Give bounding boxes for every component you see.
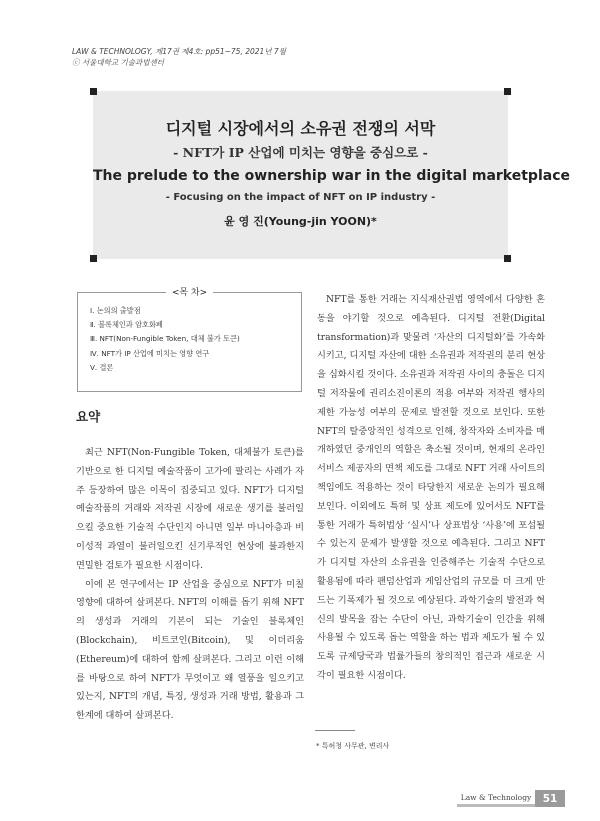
toc-item: Ⅲ. NFT(Non-Fungible Token, 대체 불가 토큰) — [90, 334, 240, 344]
korean-title: 디지털 시장에서의 소유권 전쟁의 서막 — [165, 119, 436, 138]
footer-journal-label: Law & Technology — [457, 790, 535, 807]
abstract-paragraph: NFT를 통한 거래는 지식재산권법 영역에서 다양한 혼동을 야기할 것으로 예측된다. 디지털 전환(Digital transformation)과 맞물려 ‘자산의 디지털화’를 가속화시키고, 디지털 자산에 대한 소유권과 저작권의 분리 현상을 심화시킬 것이다. 소유권과 저작권 사이의 충돌은 디지털 저작물에 권리소진이론의 적용 여부와 저작권 행사의 제한 가능성 여부의 문제로 발전할 것으로 보인다. 또한 NFT의 탈중앙적인 성격으로 인해, 창작자와 소비자를 매개하였던 중개인의 역할은 축소될 것이며, 현재의 온라인 서비스 제공자의 면책 제도를 그대로 NFT 거래 사이트의 책임에도 적용하는 것이 타당한지 새로운 논의가 필요해 보인다. 이외에도 특허 및 상표 제도에 있어서도 NFT를 통한 거래가 특허법상 ‘실시’나 상표법상 ‘사용’에 포섭될 수 있는지 문제가 발생할 것으로 예측된다. 그리고 NFT가 디지털 자산의 소유권을 인증해주는 기술적 수단으로 활용됨에 따라 팬덤산업과 게임산업의 규모를 더 크게 만드는 기폭제가 될 것으로 예상된다. 과학기술의 발전과 혁신의 발목을 잡는 수단이 아닌, 과학기술이 인간을 위해 사용될 수 있도록 돕는 역할을 하는 법과 제도가 될 수 있도록 규제당국과 법률가들의 창의적인 접근과 새로운 시각이 필요한 시점이다. — [317, 294, 545, 681]
english-subtitle: - Focusing on the impact of NFT on IP industry - — [165, 192, 436, 203]
abstract-paragraph: 이에 본 연구에서는 IP 산업을 중심으로 NFT가 미칠 영향에 대하여 살펴본다. NFT의 이해를 돕기 위해 NFT의 생성과 거래의 기본이 되는 기술인 블록체인(Blockchain), 비트코인(Bitcoin), 및 이더리움(Ethereum)에 대하여 함께 살펴본다. 그리고 이런 이해를 바탕으로 하여 NFT가 무엇이고 왜 열풍을 일으키고 있는지, NFT의 개념, 특징, 생성과 거래 방법, 활용과 그 한계에 대하여 살펴본다. — [76, 578, 304, 722]
toc-item: Ⅰ. 논의의 출발점 — [90, 306, 141, 315]
korean-subtitle: - NFT가 IP 산업에 미치는 영향을 중심으로 - — [173, 145, 428, 160]
page-footer — [457, 790, 565, 807]
toc-title: <목 차> — [78, 285, 301, 298]
publisher-line: ⓒ 서울대학교 기술과법센터 — [72, 58, 164, 67]
corner-mark — [90, 88, 97, 95]
toc-item: Ⅴ. 결론 — [90, 362, 114, 372]
toc-item: Ⅳ. NFT가 IP 산업에 미치는 영향 연구 — [90, 348, 210, 358]
toc-list — [90, 304, 240, 375]
abstract-heading: 요약 — [76, 409, 101, 424]
journal-header — [72, 46, 286, 68]
title-box — [93, 91, 570, 259]
abstract-right-column — [317, 291, 545, 686]
page-number: 51 — [535, 790, 565, 807]
author-name: 윤 영 진(Young-jin YOON)* — [224, 215, 377, 228]
abstract-left-column — [76, 444, 304, 726]
footnote: * 특허청 사무관, 변리사 — [316, 742, 390, 750]
toc-item: Ⅱ. 블록체인과 암호화폐 — [90, 320, 163, 330]
corner-mark — [504, 88, 511, 95]
corner-mark — [504, 255, 511, 262]
table-of-contents — [77, 288, 302, 392]
footnote-divider — [315, 730, 355, 731]
english-title: The prelude to the ownership war in the digital marketplace — [93, 168, 570, 184]
abstract-paragraph: 최근 NFT(Non-Fungible Token, 대체불가 토큰)를 기반으로 한 디지털 예술작품이 고가에 팔리는 사례가 자주 등장하여 많은 이목이 집중되고 있다. NFT가 디지털 예술작품의 거래와 저작권 시장에 새로운 생기를 불러일으킬 중요한 기술적 수단인지 아니면 일부 마니아층과 비이성적 과열이 불러일으킨 신기루적인 현상에 불과한지 면밀한 검토가 필요한 시점이다. — [76, 447, 304, 571]
corner-mark — [90, 255, 97, 262]
journal-citation: LAW & TECHNOLOGY, 제17권 제4호: pp51~75, 2021년 7월 — [72, 47, 286, 56]
